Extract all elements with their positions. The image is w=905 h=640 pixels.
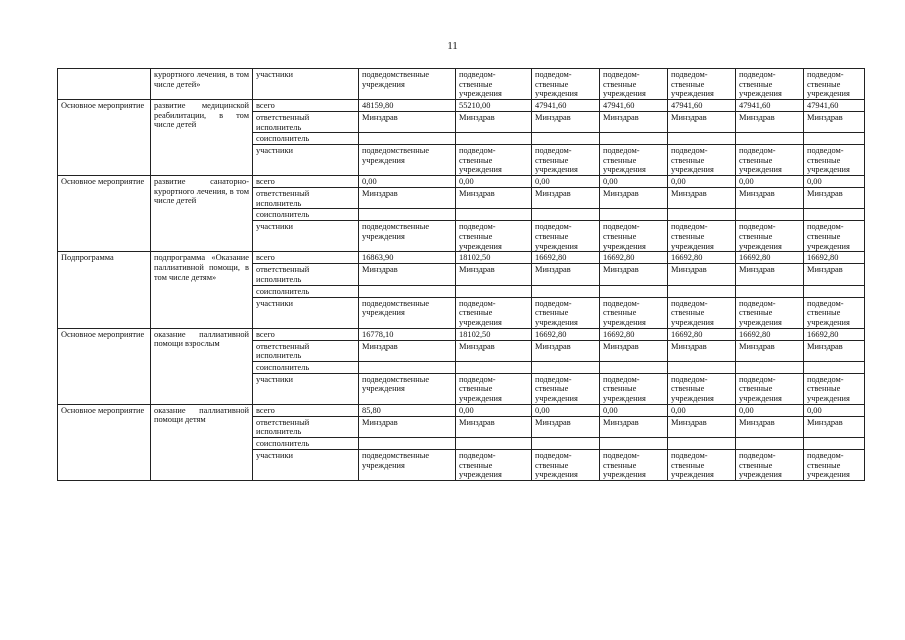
value-cell: Минздрав <box>532 112 600 133</box>
role-cell: соисполнитель <box>253 285 359 297</box>
value-cell: 55210,00 <box>456 100 532 112</box>
role-cell: ответственный исполнитель <box>253 416 359 437</box>
value-cell: подведом-ственные учреждения <box>668 297 736 328</box>
value-cell <box>600 209 668 221</box>
value-cell: подведом-ственные учреждения <box>532 145 600 176</box>
value-cell: подведом-ственные учреждения <box>736 373 804 404</box>
value-cell: подведом-ственные учреждения <box>456 69 532 100</box>
value-cell: Минздрав <box>359 416 456 437</box>
name-cell: курортного лечения, в том числе детей» <box>151 69 253 100</box>
value-cell: Минздрав <box>456 112 532 133</box>
value-cell: подведом-ственные учреждения <box>600 145 668 176</box>
value-cell <box>532 133 600 145</box>
value-cell: подведом-ственные учреждения <box>668 145 736 176</box>
role-cell: всего <box>253 100 359 112</box>
value-cell: подведом-ственные учреждения <box>600 297 668 328</box>
role-cell: всего <box>253 176 359 188</box>
role-cell: ответственный исполнитель <box>253 264 359 285</box>
value-cell: Минздрав <box>668 416 736 437</box>
role-cell: участники <box>253 449 359 480</box>
value-cell: 0,00 <box>532 404 600 416</box>
status-cell: Основное мероприятие <box>58 328 151 404</box>
value-cell: 18102,50 <box>456 252 532 264</box>
value-cell: Минздрав <box>736 416 804 437</box>
value-cell: Минздрав <box>804 188 865 209</box>
value-cell: подведом-ственные учреждения <box>736 449 804 480</box>
value-cell: 47941,60 <box>668 100 736 112</box>
role-cell: соисполнитель <box>253 437 359 449</box>
value-cell: подведом-ственные учреждения <box>736 297 804 328</box>
value-cell: подведом-ственные учреждения <box>804 373 865 404</box>
value-cell: Минздрав <box>600 416 668 437</box>
value-cell <box>359 361 456 373</box>
value-cell <box>456 133 532 145</box>
value-cell: 48159,80 <box>359 100 456 112</box>
value-cell <box>532 285 600 297</box>
name-cell: развитие медицинской реабилитации, в том числе детей <box>151 100 253 176</box>
value-cell <box>804 209 865 221</box>
value-cell: 0,00 <box>804 176 865 188</box>
value-cell <box>600 133 668 145</box>
value-cell <box>736 133 804 145</box>
value-cell <box>804 285 865 297</box>
value-cell <box>736 437 804 449</box>
role-cell: всего <box>253 404 359 416</box>
table-row <box>58 100 865 112</box>
value-cell <box>668 209 736 221</box>
value-cell: Минздрав <box>668 188 736 209</box>
value-cell <box>668 133 736 145</box>
value-cell: 16692,80 <box>600 328 668 340</box>
value-cell: 0,00 <box>456 176 532 188</box>
value-cell <box>736 285 804 297</box>
name-cell: оказание паллиативной помощи взрослым <box>151 328 253 404</box>
value-cell: подведом-ственные учреждения <box>456 145 532 176</box>
value-cell <box>532 209 600 221</box>
value-cell: подведом-ственные учреждения <box>456 373 532 404</box>
value-cell: 85,80 <box>359 404 456 416</box>
value-cell: Минздрав <box>668 340 736 361</box>
value-cell: подведом-ственные учреждения <box>804 297 865 328</box>
role-cell: участники <box>253 297 359 328</box>
value-cell: Минздрав <box>532 188 600 209</box>
value-cell: Минздрав <box>668 112 736 133</box>
role-cell: соисполнитель <box>253 361 359 373</box>
table-row <box>58 176 865 188</box>
value-cell: Минздрав <box>736 112 804 133</box>
value-cell: 0,00 <box>456 404 532 416</box>
value-cell: 16778,10 <box>359 328 456 340</box>
value-cell: 16692,80 <box>600 252 668 264</box>
value-cell <box>668 361 736 373</box>
value-cell: подведом-ственные учреждения <box>668 221 736 252</box>
value-cell: подведом-ственные учреждения <box>804 69 865 100</box>
table-row <box>58 69 865 100</box>
table-row <box>58 328 865 340</box>
value-cell: Минздрав <box>736 340 804 361</box>
value-cell: 0,00 <box>600 176 668 188</box>
status-cell: Подпрограмма <box>58 252 151 328</box>
role-cell: всего <box>253 328 359 340</box>
value-cell: 0,00 <box>532 176 600 188</box>
value-cell <box>456 209 532 221</box>
value-cell: подведом-ственные учреждения <box>804 449 865 480</box>
value-cell: 0,00 <box>668 176 736 188</box>
page-number: 11 <box>447 40 458 52</box>
value-cell: 16692,80 <box>736 252 804 264</box>
value-cell: Минздрав <box>359 340 456 361</box>
value-cell: подведомственные учреждения <box>359 69 456 100</box>
value-cell: Минздрав <box>804 112 865 133</box>
value-cell: 0,00 <box>804 404 865 416</box>
value-cell: подведом-ственные учреждения <box>532 69 600 100</box>
budget-table <box>57 68 865 481</box>
value-cell: Минздрав <box>456 188 532 209</box>
role-cell: соисполнитель <box>253 133 359 145</box>
name-cell: развитие санаторно-курортного лечения, в том числе детей <box>151 176 253 252</box>
value-cell: подведом-ственные учреждения <box>532 449 600 480</box>
role-cell: всего <box>253 252 359 264</box>
value-cell: Минздрав <box>600 340 668 361</box>
value-cell <box>804 437 865 449</box>
value-cell: Минздрав <box>532 416 600 437</box>
role-cell: участники <box>253 373 359 404</box>
role-cell: соисполнитель <box>253 209 359 221</box>
role-cell: участники <box>253 69 359 100</box>
value-cell: 16692,80 <box>736 328 804 340</box>
value-cell: Минздрав <box>600 264 668 285</box>
value-cell: Минздрав <box>359 264 456 285</box>
value-cell <box>600 285 668 297</box>
value-cell: подведом-ственные учреждения <box>600 69 668 100</box>
value-cell: 18102,50 <box>456 328 532 340</box>
value-cell: Минздрав <box>456 340 532 361</box>
value-cell: 0,00 <box>736 404 804 416</box>
value-cell: 16692,80 <box>668 252 736 264</box>
value-cell <box>359 437 456 449</box>
value-cell: Минздрав <box>359 112 456 133</box>
value-cell: Минздрав <box>456 264 532 285</box>
value-cell: Минздрав <box>600 188 668 209</box>
value-cell <box>359 209 456 221</box>
value-cell: подведом-ственные учреждения <box>804 145 865 176</box>
name-cell: оказание паллиативной помощи детям <box>151 404 253 480</box>
value-cell: подведом-ственные учреждения <box>456 221 532 252</box>
value-cell: 16692,80 <box>668 328 736 340</box>
value-cell <box>600 361 668 373</box>
value-cell <box>600 437 668 449</box>
role-cell: участники <box>253 145 359 176</box>
status-cell: Основное мероприятие <box>58 100 151 176</box>
role-cell: ответственный исполнитель <box>253 112 359 133</box>
value-cell: 47941,60 <box>600 100 668 112</box>
role-cell: участники <box>253 221 359 252</box>
value-cell: 47941,60 <box>804 100 865 112</box>
value-cell <box>736 209 804 221</box>
status-cell <box>58 69 151 100</box>
value-cell: Минздрав <box>736 188 804 209</box>
value-cell: 47941,60 <box>736 100 804 112</box>
value-cell: подведом-ственные учреждения <box>532 373 600 404</box>
value-cell: 16692,80 <box>532 252 600 264</box>
value-cell: подведомственные учреждения <box>359 145 456 176</box>
value-cell: подведом-ственные учреждения <box>804 221 865 252</box>
value-cell: 47941,60 <box>532 100 600 112</box>
value-cell <box>359 285 456 297</box>
value-cell: подведом-ственные учреждения <box>736 145 804 176</box>
value-cell: Минздрав <box>532 264 600 285</box>
value-cell: подведом-ственные учреждения <box>668 373 736 404</box>
value-cell <box>456 285 532 297</box>
value-cell: подведом-ственные учреждения <box>532 297 600 328</box>
value-cell <box>804 361 865 373</box>
value-cell: подведомственные учреждения <box>359 373 456 404</box>
value-cell: 16692,80 <box>804 252 865 264</box>
value-cell: подведом-ственные учреждения <box>736 221 804 252</box>
value-cell: подведомственные учреждения <box>359 221 456 252</box>
value-cell: 0,00 <box>668 404 736 416</box>
table-row <box>58 252 865 264</box>
value-cell: Минздрав <box>736 264 804 285</box>
value-cell <box>456 437 532 449</box>
name-cell: подпрограмма «Оказание паллиативной помощи, в том числе детям» <box>151 252 253 328</box>
value-cell: Минздрав <box>359 188 456 209</box>
value-cell: подведомственные учреждения <box>359 297 456 328</box>
value-cell <box>532 437 600 449</box>
role-cell: ответственный исполнитель <box>253 340 359 361</box>
value-cell: подведом-ственные учреждения <box>600 373 668 404</box>
status-cell: Основное мероприятие <box>58 404 151 480</box>
value-cell: Минздрав <box>600 112 668 133</box>
value-cell: подведом-ственные учреждения <box>456 297 532 328</box>
value-cell <box>359 133 456 145</box>
value-cell: подведом-ственные учреждения <box>600 449 668 480</box>
value-cell: подведом-ственные учреждения <box>668 69 736 100</box>
value-cell: Минздрав <box>668 264 736 285</box>
value-cell <box>668 285 736 297</box>
value-cell: 16692,80 <box>804 328 865 340</box>
table-row <box>58 404 865 416</box>
value-cell: Минздрав <box>804 340 865 361</box>
value-cell: Минздрав <box>804 264 865 285</box>
value-cell <box>804 133 865 145</box>
value-cell: 0,00 <box>736 176 804 188</box>
value-cell <box>456 361 532 373</box>
status-cell: Основное мероприятие <box>58 176 151 252</box>
value-cell: Минздрав <box>456 416 532 437</box>
value-cell: 0,00 <box>359 176 456 188</box>
value-cell <box>668 437 736 449</box>
value-cell: подведом-ственные учреждения <box>600 221 668 252</box>
program-blocks <box>58 100 865 481</box>
value-cell: подведом-ственные учреждения <box>532 221 600 252</box>
value-cell <box>736 361 804 373</box>
value-cell: Минздрав <box>804 416 865 437</box>
value-cell: 0,00 <box>600 404 668 416</box>
value-cell: Минздрав <box>532 340 600 361</box>
value-cell: подведомственные учреждения <box>359 449 456 480</box>
value-cell: 16863,90 <box>359 252 456 264</box>
role-cell: ответственный исполнитель <box>253 188 359 209</box>
value-cell <box>532 361 600 373</box>
value-cell: подведом-ственные учреждения <box>736 69 804 100</box>
value-cell: подведом-ственные учреждения <box>456 449 532 480</box>
value-cell: подведом-ственные учреждения <box>668 449 736 480</box>
value-cell: 16692,80 <box>532 328 600 340</box>
